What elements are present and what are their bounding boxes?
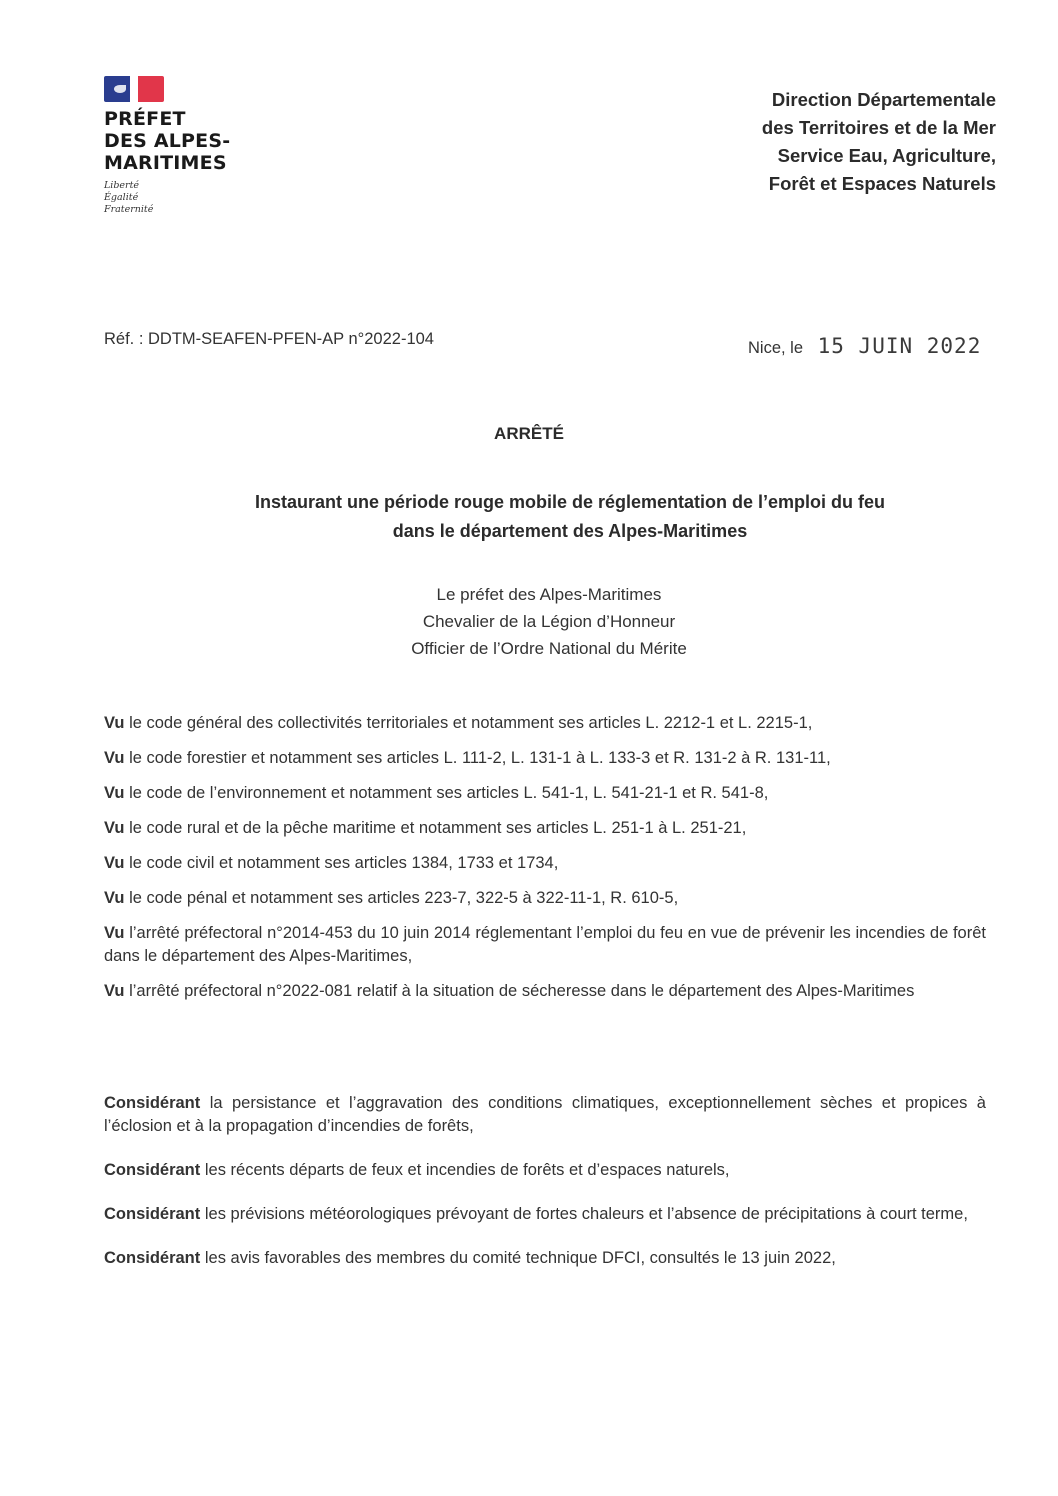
considerant-item — [104, 1092, 986, 1138]
visa-text: le code pénal et notamment ses articles 223-7, 322-5 à 322-11-1, R. 610-5, — [124, 889, 679, 907]
considerant-keyword: Considérant — [104, 1249, 201, 1267]
motto-line: Liberté — [104, 180, 140, 191]
visa-keyword: Vu — [104, 749, 125, 767]
visas-list — [104, 712, 986, 1015]
visa-item — [104, 712, 986, 735]
motto-line: Égalité — [104, 192, 139, 203]
signatory-block — [0, 581, 1058, 662]
considerant-keyword: Considérant — [104, 1161, 201, 1179]
visa-text: le code général des collectivités territoriales et notamment ses articles L. 2212-1 et L. 2215-1, — [124, 714, 813, 732]
considerant-text: les avis favorables des membres du comité technique DFCI, consultés le 13 juin 2022, — [200, 1249, 836, 1267]
considerant-item — [104, 1203, 986, 1226]
considerants-list — [104, 1092, 986, 1291]
considerant-keyword: Considérant — [104, 1094, 201, 1112]
logo-name-line: DES ALPES- — [104, 130, 231, 152]
visa-text: l’arrêté préfectoral n°2022-081 relatif à la situation de sécheresse dans le département des Alpes-Maritimes — [124, 982, 915, 1000]
visa-text: le code civil et notamment ses articles 1384, 1733 et 1734, — [124, 854, 559, 872]
document-subtitle — [120, 488, 1020, 546]
visa-item — [104, 887, 986, 910]
considerant-text: les prévisions météorologiques prévoyant de fortes chaleurs et l’absence de précipitations à court terme, — [200, 1205, 968, 1223]
direction-line: Direction Départementale — [771, 89, 996, 110]
direction-line: Service Eau, Agriculture, — [777, 145, 996, 166]
visa-keyword: Vu — [104, 819, 125, 837]
date-line — [748, 334, 981, 358]
visa-item — [104, 747, 986, 770]
considerant-keyword: Considérant — [104, 1205, 201, 1223]
considerant-item — [104, 1159, 986, 1182]
logo-name — [104, 108, 264, 174]
considerant-item — [104, 1247, 986, 1270]
visa-text: le code rural et de la pêche maritime et notamment ses articles L. 251-1 à L. 251-21, — [124, 819, 747, 837]
date-prefix: Nice, le — [748, 339, 804, 357]
subtitle-line: Instaurant une période rouge mobile de réglementation de l’emploi du feu — [254, 492, 886, 512]
visa-keyword: Vu — [104, 982, 125, 1000]
considerant-text: la persistance et l’aggravation des conditions climatiques, exceptionnellement sèches et propices à l’éclosion et à la propagation d’incendies de forêts, — [104, 1094, 986, 1135]
visa-item — [104, 817, 986, 840]
republic-motto — [104, 180, 264, 216]
visa-keyword: Vu — [104, 889, 125, 907]
visa-keyword: Vu — [104, 784, 125, 802]
visa-item — [104, 782, 986, 805]
document-title: ARRÊTÉ — [494, 424, 564, 443]
motto-line: Fraternité — [104, 204, 154, 215]
subtitle-line: dans le département des Alpes-Maritimes — [392, 521, 748, 541]
marianne-flag-icon — [104, 76, 164, 102]
logo-name-line: PRÉFET — [104, 108, 186, 130]
visa-keyword: Vu — [104, 854, 125, 872]
visa-item — [104, 922, 986, 968]
reference-number: Réf. : DDTM-SEAFEN-PFEN-AP n°2022-104 — [104, 330, 434, 348]
direction-line: des Territoires et de la Mer — [761, 117, 996, 138]
visa-item — [104, 852, 986, 875]
signatory-line: Le préfet des Alpes-Maritimes — [436, 585, 662, 604]
visa-item — [104, 980, 986, 1003]
date-stamp: 15 JUIN 2022 — [817, 334, 982, 358]
visa-text: le code de l’environnement et notamment ses articles L. 541-1, L. 541-21-1 et R. 541-8, — [124, 784, 769, 802]
visa-keyword: Vu — [104, 924, 125, 942]
visa-text: le code forestier et notamment ses articles L. 111-2, L. 131-1 à L. 133-3 et R. 131-2 à R. 131-11, — [124, 749, 831, 767]
signatory-line: Chevalier de la Légion d’Honneur — [422, 612, 676, 631]
visa-keyword: Vu — [104, 714, 125, 732]
logo-name-line: MARITIMES — [104, 152, 227, 174]
issuing-direction — [762, 86, 996, 198]
direction-line: Forêt et Espaces Naturels — [768, 173, 996, 194]
considerant-text: les récents départs de feux et incendies de forêts et d’espaces naturels, — [200, 1161, 730, 1179]
signatory-line: Officier de l’Ordre National du Mérite — [411, 639, 687, 658]
prefecture-logo — [104, 76, 264, 216]
visa-text: l’arrêté préfectoral n°2014-453 du 10 juin 2014 réglementant l’emploi du feu en vue de prévenir les incendies de forêt dans le département des Alpes-Maritimes, — [104, 924, 986, 965]
